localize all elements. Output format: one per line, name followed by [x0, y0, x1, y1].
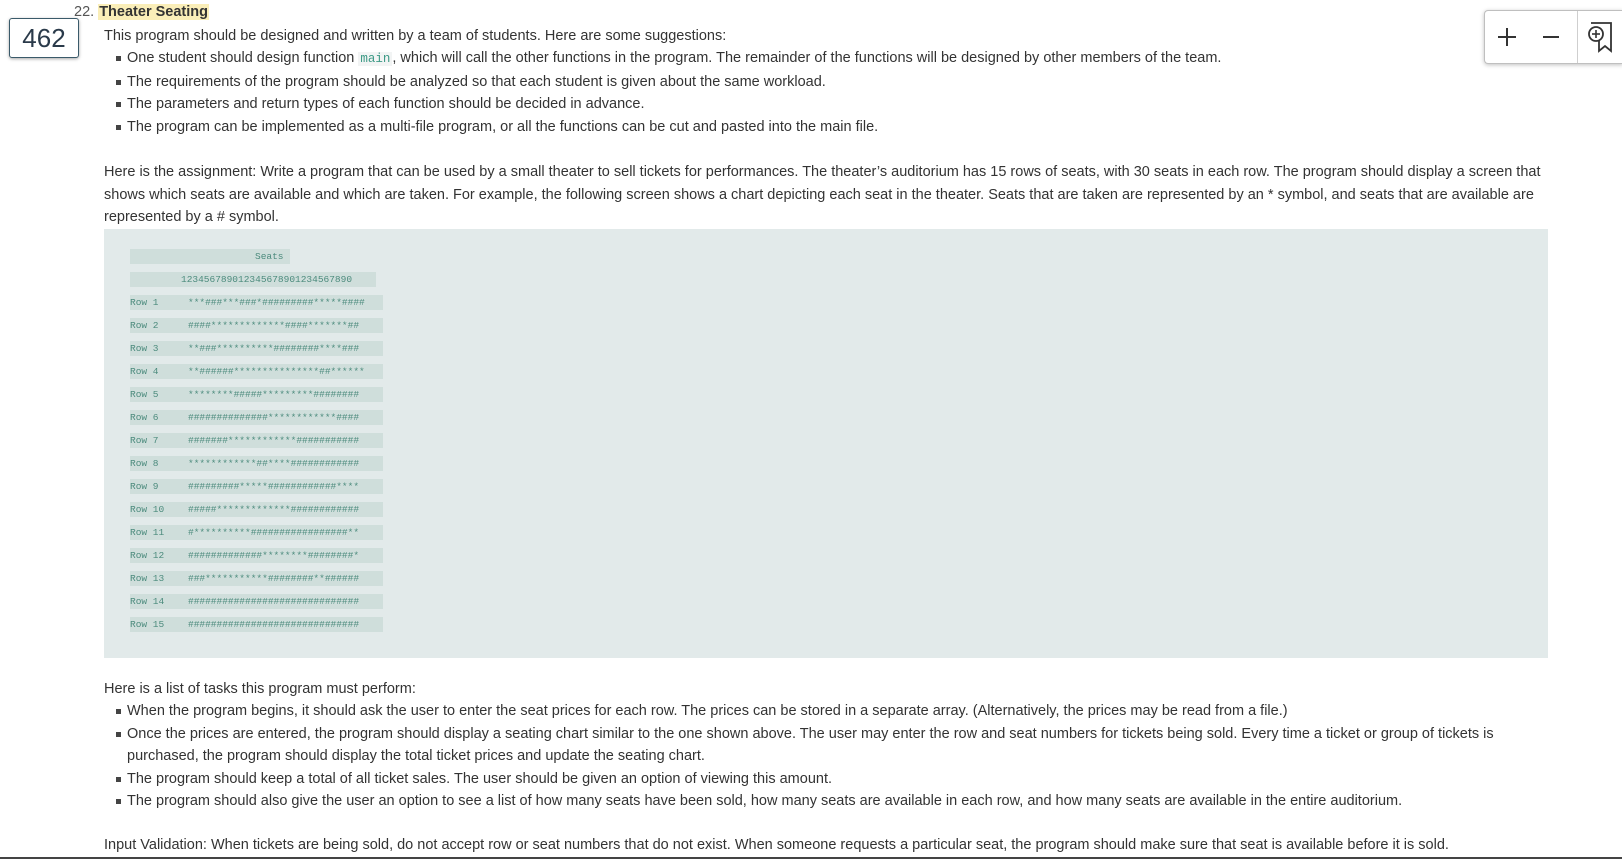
- list-item: The program should keep a total of all ticket sales. The user should be given an option of viewing this amount.: [104, 768, 1552, 791]
- page-bottom-rule: [0, 857, 1622, 859]
- row-seats: #############********########*: [188, 550, 360, 561]
- suggestion-text-before: One student should design function: [127, 50, 359, 66]
- seats-header: Seats: [255, 251, 284, 262]
- list-item: Once the prices are entered, the program should display a seating chart similar to the one shown above. The user may enter the row and seat numbers for tickets being sold. Every time a ticket or group of tickets is purchased, the program should display the total ticket prices and update the seating chart.: [104, 723, 1552, 768]
- input-validation: Input Validation: When tickets are being sold, do not accept row or seat numbers that do not exist. When someone requests a particular seat, the program should make sure that seat is available before it is sold.: [104, 837, 1449, 853]
- tasks-list: [104, 700, 1552, 813]
- row-seats: ##############################: [188, 596, 360, 607]
- list-item: The program should also give the user an option to see a list of how many seats have been sold, how many seats are available in each row, and how many seats are available in the entire auditorium.: [104, 790, 1552, 813]
- suggestions-list: [104, 47, 1544, 138]
- row-label: Row 14: [130, 596, 165, 607]
- row-label: Row 15: [130, 619, 165, 630]
- problem-heading: [74, 4, 209, 20]
- seat-row: [130, 341, 383, 356]
- row-label: Row 8: [130, 458, 159, 469]
- problem-number: 22.: [74, 4, 95, 20]
- row-seats: ####*************####*******##: [188, 320, 360, 331]
- seat-numbers-line: [130, 272, 376, 287]
- row-seats: ***###***###*#########*****####: [188, 297, 365, 308]
- seat-row: [130, 479, 383, 494]
- row-seats: #########*****############****: [188, 481, 360, 492]
- seat-row: [130, 295, 383, 310]
- row-seats: ********#####*********########: [188, 389, 360, 400]
- row-label: Row 4: [130, 366, 159, 377]
- minus-icon: [1542, 28, 1560, 46]
- row-label: Row 9: [130, 481, 159, 492]
- seat-row: [130, 364, 383, 379]
- seat-row: [130, 525, 383, 540]
- page-number-badge: [9, 18, 79, 58]
- seating-chart-code-block: [104, 229, 1548, 658]
- seat-row: [130, 548, 383, 563]
- seat-row: [130, 571, 383, 586]
- row-label: Row 3: [130, 343, 159, 354]
- list-item: The program can be implemented as a multi-file program, or all the functions can be cut and pasted into the main file.: [104, 116, 1544, 139]
- row-seats: #**********#################**: [188, 527, 360, 538]
- row-label: Row 7: [130, 435, 159, 446]
- list-item: The requirements of the program should be analyzed so that each student is given about the same workload.: [104, 71, 1544, 94]
- seating-header-line: [130, 249, 290, 264]
- row-label: Row 10: [130, 504, 165, 515]
- seat-row: [130, 318, 383, 333]
- suggestion-text-after: , which will call the other functions in the program. The remainder of the functions will be designed by other members of the team.: [392, 50, 1222, 66]
- seat-row: [130, 617, 383, 632]
- inline-code: main: [360, 52, 391, 66]
- seat-numbers: 123456789012345678901234567890: [181, 274, 353, 285]
- row-label: Row 5: [130, 389, 159, 400]
- row-seats: **######***************##******: [188, 366, 365, 377]
- list-item: When the program begins, it should ask the user to enter the seat prices for each row. The prices can be stored in a separate array. (Alternatively, the prices may be read from a file.): [104, 700, 1552, 723]
- row-seats: #####*************############: [188, 504, 360, 515]
- seat-row: [130, 456, 383, 471]
- seat-row: [130, 410, 383, 425]
- list-item: [104, 47, 1544, 71]
- row-seats: ##############################: [188, 619, 360, 630]
- plus-icon: [1496, 26, 1518, 48]
- seat-row: [130, 502, 383, 517]
- tasks-intro: Here is a list of tasks this program must perform:: [104, 681, 416, 697]
- row-seats: **###**********########****###: [188, 343, 360, 354]
- assignment-paragraph: Here is the assignment: Write a program that can be used by a small theater to sell tickets for performances. The theater’s auditorium has 15 rows of seats, with 30 seats in each row. The program should display a screen that shows which seats are available and which are taken. For example, the following screen shows a chart depicting each seat in the theater. Seats that are taken are represented by an * symbol, and seats that are available are represented by a # symbol.: [104, 164, 1541, 225]
- problem-title: Theater Seating: [99, 4, 208, 20]
- seat-row: [130, 433, 383, 448]
- list-item: The parameters and return types of each function should be decided in advance.: [104, 93, 1544, 116]
- row-label: Row 12: [130, 550, 165, 561]
- row-label: Row 1: [130, 297, 159, 308]
- fit-page-button[interactable]: [1578, 11, 1622, 63]
- seat-row: [130, 594, 383, 609]
- magnify-page-icon: [1585, 20, 1615, 54]
- intro-paragraph: This program should be designed and written by a team of students. Here are some suggestions:: [104, 28, 727, 44]
- row-seats: ************##****############: [188, 458, 360, 469]
- row-seats: #######************###########: [188, 435, 360, 446]
- row-label: Row 6: [130, 412, 159, 423]
- seat-row: [130, 387, 383, 402]
- row-label: Row 2: [130, 320, 159, 331]
- row-label: Row 13: [130, 573, 165, 584]
- page-number: 462: [22, 22, 66, 53]
- row-seats: ###***********########**######: [188, 573, 360, 584]
- row-seats: ##############************####: [188, 412, 360, 423]
- row-label: Row 11: [130, 527, 165, 538]
